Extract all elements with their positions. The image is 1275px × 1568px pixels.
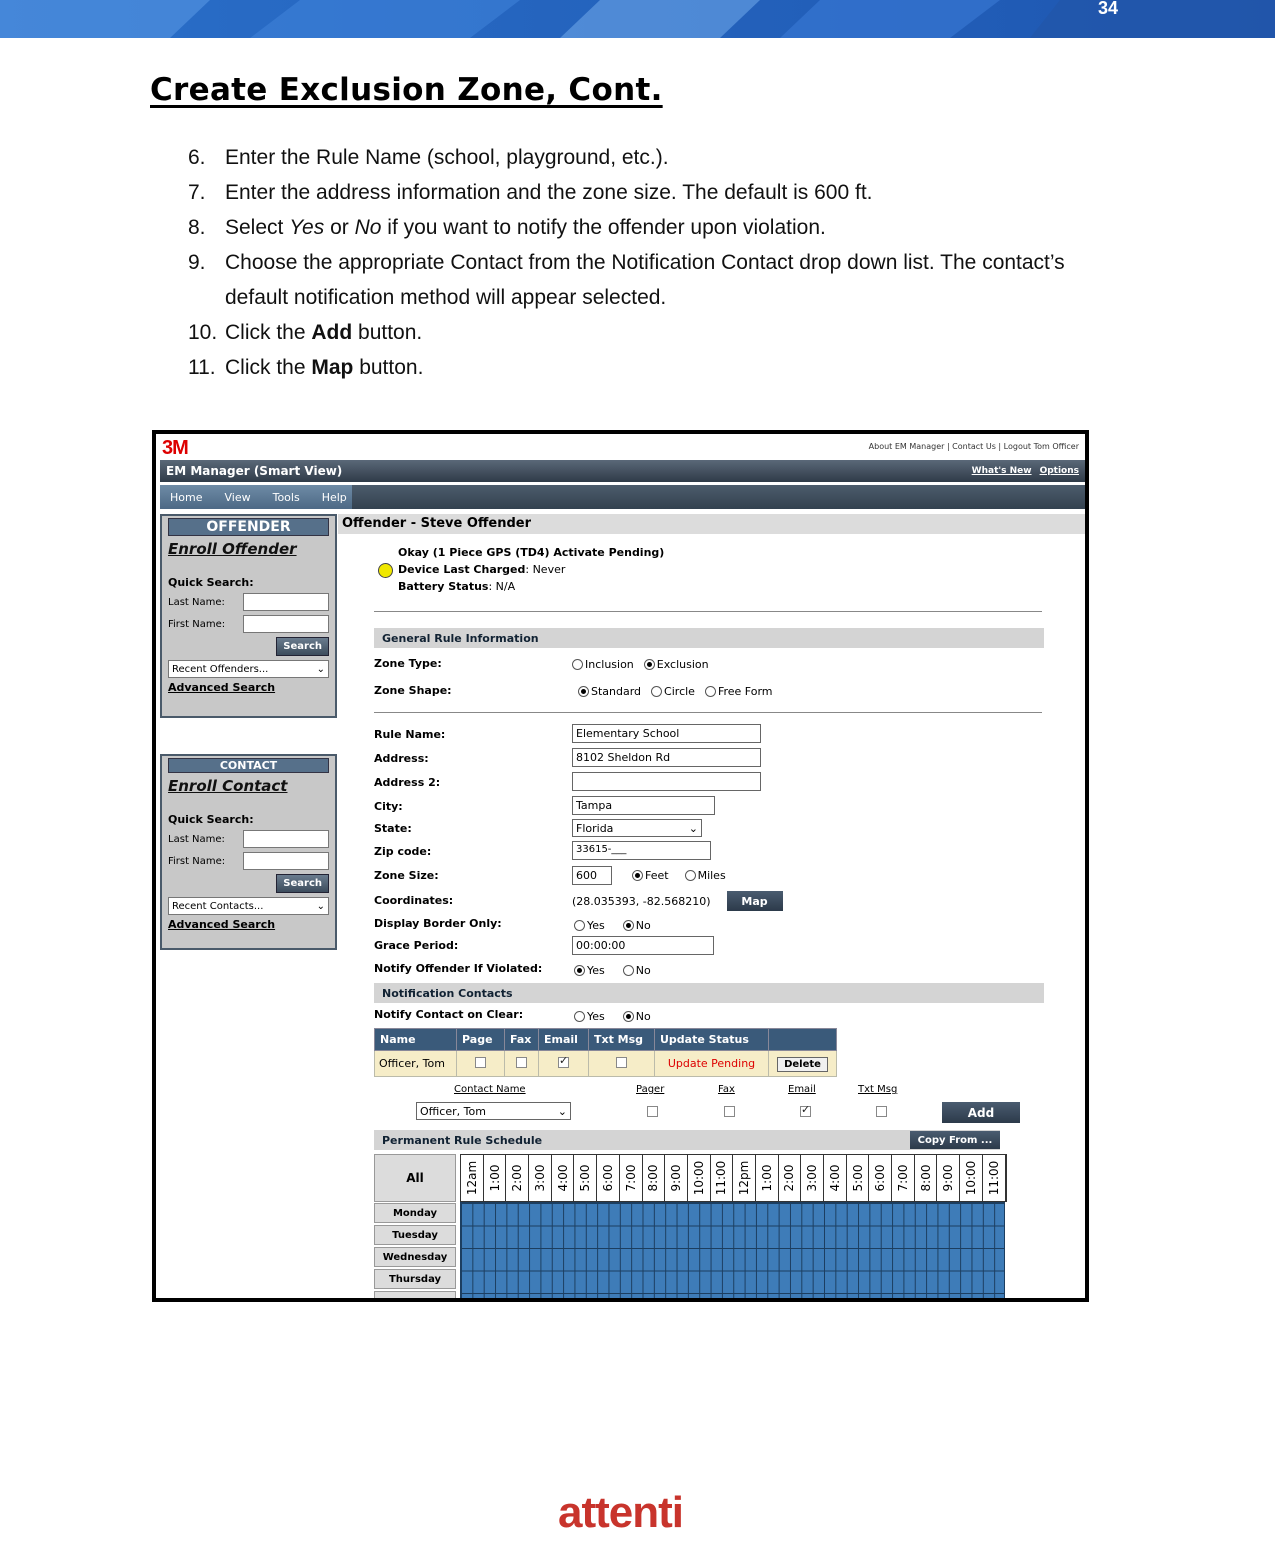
hour-header[interactable]: 8:00 bbox=[915, 1155, 938, 1201]
hour-header[interactable]: 2:00 bbox=[779, 1155, 802, 1201]
divider bbox=[374, 712, 1042, 713]
contact-panel-header: CONTACT bbox=[168, 758, 329, 773]
hour-header[interactable]: 8:00 bbox=[643, 1155, 666, 1201]
list-item: 10. Click the Add button. bbox=[188, 321, 423, 344]
zip-label: Zip code: bbox=[374, 845, 432, 858]
recent-offenders-select[interactable]: Recent Offenders... ⌄ bbox=[168, 660, 329, 678]
fax-checkbox[interactable] bbox=[516, 1057, 527, 1068]
notify-offender-no-radio[interactable]: No bbox=[623, 964, 651, 977]
contact-panel bbox=[160, 754, 337, 950]
zone-shape-freeform-radio[interactable]: Free Form bbox=[705, 685, 773, 698]
day-thursday[interactable]: Thursday bbox=[374, 1269, 456, 1289]
enroll-contact-link[interactable]: Enroll Contact bbox=[168, 777, 288, 795]
column-header bbox=[769, 1029, 837, 1051]
zone-shape-circle-radio[interactable]: Circle bbox=[651, 685, 695, 698]
options-link[interactable]: Options bbox=[1039, 466, 1079, 476]
hour-header[interactable]: 2:00 bbox=[506, 1155, 529, 1201]
offender-header: Offender - Steve Offender bbox=[338, 514, 1085, 534]
status-indicator-icon bbox=[378, 563, 393, 578]
menu-help[interactable]: Help bbox=[321, 490, 347, 504]
day-monday[interactable]: Monday bbox=[374, 1203, 456, 1223]
hour-header[interactable]: 12am bbox=[461, 1155, 484, 1201]
hour-header[interactable]: 10:00 bbox=[688, 1155, 711, 1201]
recent-contacts-select[interactable]: Recent Contacts... ⌄ bbox=[168, 897, 329, 915]
first-name-label: First Name: bbox=[168, 855, 226, 867]
schedule-hours bbox=[460, 1154, 1007, 1202]
add-email-checkbox[interactable] bbox=[800, 1106, 811, 1117]
contacts-table bbox=[374, 1028, 837, 1077]
column-header: Name bbox=[375, 1029, 457, 1051]
zone-type-label: Zone Type: bbox=[374, 657, 442, 670]
notification-contacts-section: Notification Contacts bbox=[374, 983, 1044, 1003]
state-select[interactable]: Florida ⌄ bbox=[572, 819, 702, 837]
city-label: City: bbox=[374, 800, 403, 813]
contact-first-name-input[interactable] bbox=[243, 852, 329, 870]
menu-home[interactable]: Home bbox=[170, 490, 203, 504]
hour-header[interactable]: 11:00 bbox=[711, 1155, 734, 1201]
schedule-section: Permanent Rule Schedule bbox=[374, 1130, 1000, 1150]
state-label: State: bbox=[374, 822, 412, 835]
menu-bar bbox=[160, 485, 1085, 509]
chevron-down-icon: ⌄ bbox=[688, 821, 698, 835]
hour-header[interactable]: 5:00 bbox=[574, 1155, 597, 1201]
day-wednesday[interactable]: Wednesday bbox=[374, 1247, 456, 1267]
chevron-down-icon: ⌄ bbox=[316, 663, 325, 675]
hour-header[interactable]: 3:00 bbox=[801, 1155, 824, 1201]
rule-name-input[interactable]: Elementary School bbox=[572, 724, 761, 743]
txt-msg-header: Txt Msg bbox=[858, 1084, 898, 1095]
border-only-label: Display Border Only: bbox=[374, 917, 502, 930]
rule-name-label: Rule Name: bbox=[374, 728, 446, 741]
general-rule-section: General Rule Information bbox=[374, 628, 1044, 648]
offender-panel bbox=[160, 514, 337, 718]
notify-clear-no-radio[interactable]: No bbox=[623, 1010, 651, 1023]
notify-offender-label: Notify Offender If Violated: bbox=[374, 962, 543, 975]
zip-input[interactable]: 33615-___ bbox=[572, 841, 711, 860]
page-checkbox[interactable] bbox=[475, 1057, 486, 1068]
contact-advanced-search-link[interactable]: Advanced Search bbox=[168, 918, 276, 931]
list-item: 6. Enter the Rule Name (school, playground, etc.). bbox=[188, 146, 669, 169]
address-input[interactable]: 8102 Sheldon Rd bbox=[572, 748, 761, 767]
list-item: 9. Choose the appropriate Contact from the Notification Contact drop down list. The contact’s default notification method will appear selected. bbox=[188, 251, 1065, 309]
app-title-bar bbox=[160, 460, 1085, 482]
city-input[interactable]: Tampa bbox=[572, 796, 715, 815]
contact-name-select[interactable]: Officer, Tom ⌄ bbox=[416, 1102, 571, 1120]
address-label: Address: bbox=[374, 752, 429, 765]
list-item: 7. Enter the address information and the zone size. The default is 600 ft. bbox=[188, 181, 873, 204]
offender-first-name-input[interactable] bbox=[243, 615, 329, 633]
offender-advanced-search-link[interactable]: Advanced Search bbox=[168, 681, 276, 694]
txt-msg-checkbox[interactable] bbox=[616, 1057, 627, 1068]
column-header: Update Status bbox=[655, 1029, 769, 1051]
hour-header[interactable]: 12pm bbox=[733, 1155, 756, 1201]
delete-button[interactable]: Delete bbox=[777, 1057, 828, 1072]
coordinates-value: (28.035393, -82.568210) bbox=[572, 894, 711, 908]
notify-clear-label: Notify Contact on Clear: bbox=[374, 1008, 524, 1021]
offender-search-button[interactable]: Search bbox=[276, 637, 329, 656]
border-only-yes-radio[interactable]: Yes bbox=[574, 919, 605, 932]
hour-header[interactable]: 11:00 bbox=[983, 1155, 1006, 1201]
zone-size-miles-radio[interactable]: Miles bbox=[685, 869, 726, 882]
last-name-label: Last Name: bbox=[168, 596, 225, 608]
page-number: 34 bbox=[1098, 0, 1119, 18]
add-pager-checkbox[interactable] bbox=[647, 1106, 658, 1117]
attenti-logo-text: attenti bbox=[558, 1488, 683, 1537]
address2-label: Address 2: bbox=[374, 776, 441, 789]
hour-header[interactable]: 7:00 bbox=[892, 1155, 915, 1201]
hour-header[interactable]: 5:00 bbox=[847, 1155, 870, 1201]
whats-new-link[interactable]: What's New bbox=[971, 466, 1032, 476]
offender-last-name-input[interactable] bbox=[243, 593, 329, 611]
instruction-list bbox=[188, 140, 1088, 385]
zone-type-exclusion-radio[interactable]: Exclusion bbox=[644, 658, 709, 671]
first-name-label: First Name: bbox=[168, 618, 226, 630]
contact-search-button[interactable]: Search bbox=[276, 874, 329, 893]
app-title: EM Manager (Smart View) bbox=[166, 464, 343, 478]
hour-header[interactable]: 6:00 bbox=[869, 1155, 892, 1201]
divider bbox=[374, 611, 1042, 612]
zone-type-inclusion-radio[interactable]: Inclusion bbox=[572, 658, 634, 671]
zone-size-input[interactable]: 600 bbox=[572, 866, 612, 885]
quick-search-label: Quick Search: bbox=[168, 576, 254, 589]
column-header: Fax bbox=[505, 1029, 539, 1051]
zone-size-label: Zone Size: bbox=[374, 869, 439, 882]
zone-shape-label: Zone Shape: bbox=[374, 684, 452, 697]
menu-tools[interactable]: Tools bbox=[272, 490, 300, 504]
quick-search-label: Quick Search: bbox=[168, 813, 254, 826]
column-header: Email bbox=[539, 1029, 589, 1051]
column-header: Txt Msg bbox=[589, 1029, 655, 1051]
device-status: Okay (1 Piece GPS (TD4) Activate Pending) Device Last Charged: Never Battery Status: N/A bbox=[398, 546, 665, 593]
add-txt-msg-checkbox[interactable] bbox=[876, 1106, 887, 1117]
schedule-grid[interactable] bbox=[460, 1202, 1005, 1302]
list-item: 11. Click the Map button. bbox=[188, 356, 424, 379]
coordinates-label: Coordinates: bbox=[374, 894, 454, 907]
contact-name-cell: Officer, Tom bbox=[375, 1051, 457, 1077]
fax-header: Fax bbox=[718, 1084, 735, 1095]
zone-shape-standard-radio[interactable]: Standard bbox=[578, 685, 641, 698]
hour-header[interactable]: 6:00 bbox=[597, 1155, 620, 1201]
email-header: Email bbox=[788, 1084, 816, 1095]
update-status-cell: Update Pending bbox=[655, 1051, 769, 1077]
attenti-logo bbox=[558, 1488, 683, 1538]
hour-header[interactable]: 9:00 bbox=[937, 1155, 960, 1201]
copy-from-button[interactable]: Copy From ... bbox=[910, 1131, 1000, 1149]
last-name-label: Last Name: bbox=[168, 833, 225, 845]
enroll-offender-link[interactable]: Enroll Offender bbox=[168, 540, 297, 558]
zone-size-feet-radio[interactable]: Feet bbox=[632, 869, 669, 882]
hour-header[interactable]: 7:00 bbox=[620, 1155, 643, 1201]
hour-header[interactable]: 4:00 bbox=[824, 1155, 847, 1201]
chevron-down-icon: ⌄ bbox=[557, 1104, 567, 1118]
map-button[interactable]: Map bbox=[727, 891, 783, 911]
pager-header: Pager bbox=[636, 1084, 665, 1095]
grace-period-label: Grace Period: bbox=[374, 939, 459, 952]
list-item: 8. Select Yes or No if you want to notify the offender upon violation. bbox=[188, 216, 826, 239]
column-header: Page bbox=[457, 1029, 505, 1051]
hour-header[interactable]: 10:00 bbox=[960, 1155, 983, 1201]
notify-clear-yes-radio[interactable]: Yes bbox=[574, 1010, 605, 1023]
email-checkbox[interactable] bbox=[558, 1057, 569, 1068]
contact-last-name-input[interactable] bbox=[243, 830, 329, 848]
add-fax-checkbox[interactable] bbox=[724, 1106, 735, 1117]
page-header-band bbox=[0, 0, 1275, 38]
hour-header[interactable]: 1:00 bbox=[484, 1155, 507, 1201]
table-row bbox=[375, 1051, 837, 1077]
top-links[interactable]: About EM Manager | Contact Us | Logout Tom Officer bbox=[868, 442, 1079, 451]
all-button[interactable]: All bbox=[374, 1154, 456, 1202]
page-title: Create Exclusion Zone, Cont. bbox=[150, 72, 663, 108]
offender-panel-header: OFFENDER bbox=[168, 518, 329, 536]
address2-input[interactable] bbox=[572, 772, 761, 791]
hour-header[interactable]: 9:00 bbox=[665, 1155, 688, 1201]
day-tuesday[interactable]: Tuesday bbox=[374, 1225, 456, 1245]
app-screenshot bbox=[152, 430, 1089, 1302]
add-button[interactable]: Add bbox=[942, 1102, 1020, 1123]
hour-header[interactable]: 1:00 bbox=[756, 1155, 779, 1201]
hour-header[interactable]: 4:00 bbox=[552, 1155, 575, 1201]
chevron-down-icon: ⌄ bbox=[316, 900, 325, 912]
hour-header[interactable]: 3:00 bbox=[529, 1155, 552, 1201]
3m-logo: 3M bbox=[162, 437, 188, 459]
notify-offender-yes-radio[interactable]: Yes bbox=[574, 964, 605, 977]
border-only-no-radio[interactable]: No bbox=[623, 919, 651, 932]
contact-name-header: Contact Name bbox=[454, 1084, 526, 1095]
grace-period-input[interactable]: 00:00:00 bbox=[572, 936, 714, 955]
day-friday[interactable] bbox=[374, 1291, 456, 1302]
menu-view[interactable]: View bbox=[224, 490, 251, 504]
